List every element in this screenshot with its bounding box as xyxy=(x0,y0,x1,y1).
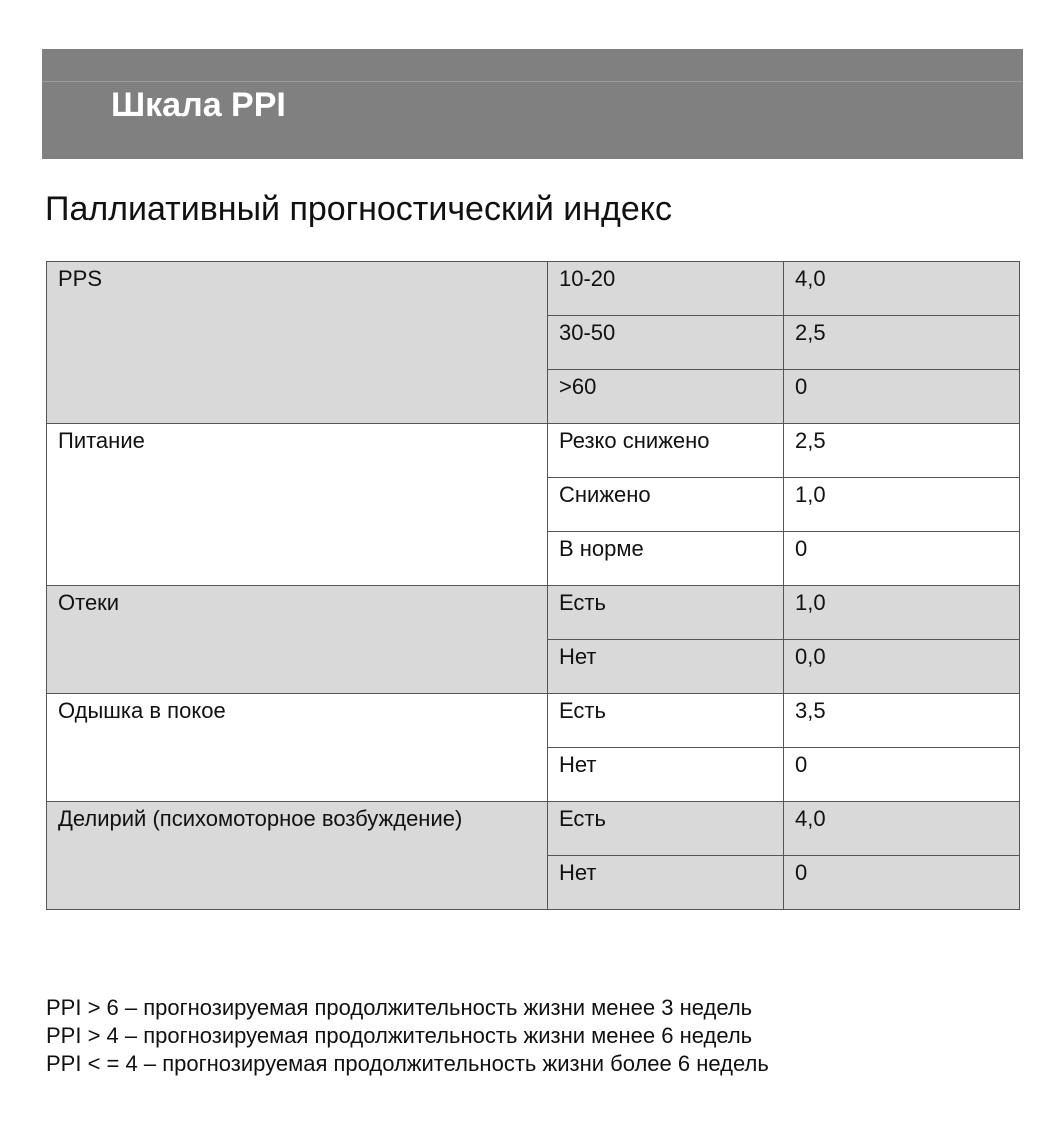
note-line: PPI > 6 – прогнозируемая продолжительность жизни менее 3 недель xyxy=(46,995,753,1020)
option-cell: Нет xyxy=(548,640,784,694)
score-cell: 0,0 xyxy=(784,640,1020,694)
score-cell: 0 xyxy=(784,856,1020,910)
page-title: Шкала PPI xyxy=(111,86,286,124)
score-cell: 0 xyxy=(784,370,1020,424)
parameter-cell: Питание xyxy=(47,424,548,586)
parameter-cell: Отеки xyxy=(47,586,548,694)
option-cell: Есть xyxy=(548,586,784,640)
score-cell: 0 xyxy=(784,748,1020,802)
option-cell: Нет xyxy=(548,856,784,910)
page-subtitle: Паллиативный прогностический индекс xyxy=(45,190,673,228)
note-line: PPI > 4 – прогнозируемая продолжительность жизни менее 6 недель xyxy=(46,1023,753,1048)
option-cell: Есть xyxy=(548,802,784,856)
score-cell: 0 xyxy=(784,532,1020,586)
option-cell: В норме xyxy=(548,532,784,586)
score-cell: 4,0 xyxy=(784,262,1020,316)
score-cell: 1,0 xyxy=(784,478,1020,532)
score-cell: 1,0 xyxy=(784,586,1020,640)
note-line: PPI < = 4 – прогнозируемая продолжительность жизни более 6 недель xyxy=(46,1051,769,1076)
score-cell: 3,5 xyxy=(784,694,1020,748)
title-banner xyxy=(42,49,1023,159)
parameter-cell: PPS xyxy=(47,262,548,424)
option-cell: Снижено xyxy=(548,478,784,532)
table-row xyxy=(47,262,1020,316)
option-cell: Нет xyxy=(548,748,784,802)
table-row xyxy=(47,802,1020,856)
parameter-cell: Делирий (психомоторное возбуждение) xyxy=(47,802,548,910)
option-cell: Резко снижено xyxy=(548,424,784,478)
option-cell: 10-20 xyxy=(548,262,784,316)
ppi-score-table xyxy=(46,261,1020,910)
banner-divider xyxy=(42,81,1023,82)
score-cell: 4,0 xyxy=(784,802,1020,856)
table-row xyxy=(47,694,1020,748)
score-cell: 2,5 xyxy=(784,424,1020,478)
score-cell: 2,5 xyxy=(784,316,1020,370)
parameter-cell: Одышка в покое xyxy=(47,694,548,802)
table-row xyxy=(47,586,1020,640)
interpretation-notes xyxy=(46,994,769,1078)
table-row xyxy=(47,424,1020,478)
option-cell: >60 xyxy=(548,370,784,424)
option-cell: 30-50 xyxy=(548,316,784,370)
option-cell: Есть xyxy=(548,694,784,748)
